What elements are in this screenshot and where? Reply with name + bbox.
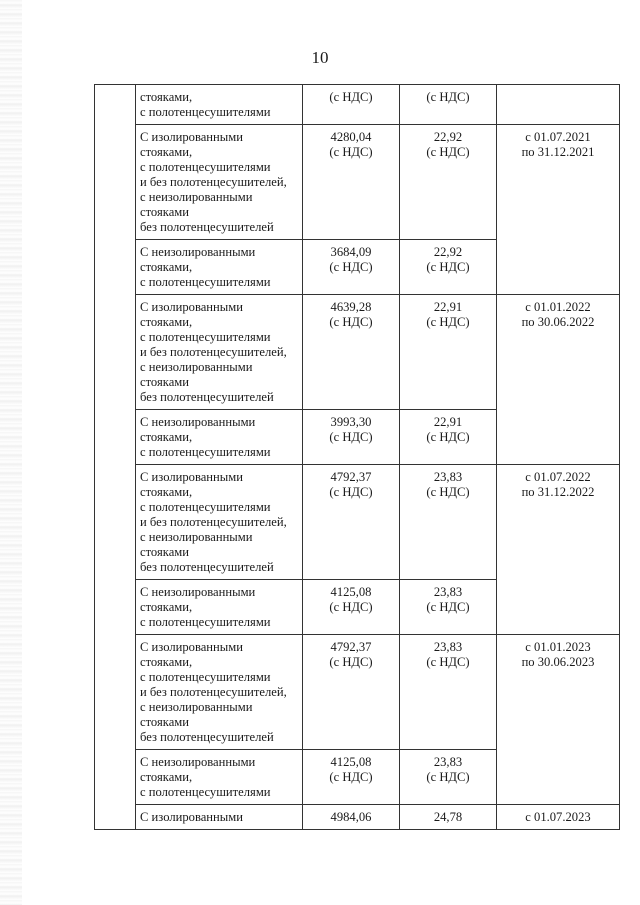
tariff-cell — [303, 125, 400, 240]
description-cell-line: стояками — [140, 545, 190, 559]
description-cell-line: стояками, — [140, 90, 193, 104]
description-cell-line: и без полотенцесушителей, — [140, 515, 287, 529]
tariff-cell-line: 3993,30 — [330, 415, 372, 429]
unit-cell-line: 22,91 — [433, 415, 463, 429]
unit-cell — [400, 750, 497, 805]
table-row — [95, 295, 620, 410]
description-cell-line: без полотенцесушителей — [140, 730, 274, 744]
description-cell — [136, 635, 303, 750]
description-cell-line: стояками, — [140, 145, 193, 159]
period-cell — [497, 465, 620, 635]
unit-cell — [400, 85, 497, 125]
period-cell — [497, 635, 620, 805]
tariff-cell — [303, 465, 400, 580]
tariff-cell-line: (с НДС) — [329, 145, 373, 159]
number-column-cell — [95, 85, 136, 830]
tariff-cell — [303, 240, 400, 295]
period-cell-line: с 01.07.2021 — [525, 130, 591, 144]
unit-cell-line: 22,92 — [433, 130, 463, 144]
description-cell-line: и без полотенцесушителей, — [140, 345, 287, 359]
description-cell-line: С изолированными — [140, 300, 243, 314]
period-cell — [497, 125, 620, 295]
description-cell-line: С неизолированными — [140, 585, 256, 599]
description-cell-line: и без полотенцесушителей, — [140, 685, 287, 699]
unit-cell-line: (с НДС) — [426, 600, 470, 614]
table-row — [95, 125, 620, 240]
description-cell-line: С неизолированными — [140, 415, 256, 429]
unit-cell-line: (с НДС) — [426, 260, 470, 274]
description-cell-line: без полотенцесушителей — [140, 560, 274, 574]
period-cell-line: по 30.06.2023 — [521, 655, 595, 669]
description-cell-line: стояками, — [140, 655, 193, 669]
description-cell-line: стояками, — [140, 770, 193, 784]
unit-cell-line: 23,83 — [433, 585, 463, 599]
period-cell-line: по 31.12.2022 — [521, 485, 595, 499]
description-cell-line: с неизолированными — [140, 190, 253, 204]
period-cell — [497, 295, 620, 465]
description-cell-line: с неизолированными — [140, 360, 253, 374]
description-cell-line: и без полотенцесушителей, — [140, 175, 287, 189]
table-row — [95, 805, 620, 830]
period-cell-line: с 01.01.2022 — [525, 300, 591, 314]
period-cell-line: по 30.06.2022 — [521, 315, 595, 329]
tariff-table-body — [95, 85, 620, 830]
description-cell-line: стояками, — [140, 430, 193, 444]
description-cell-line: С изолированными — [140, 640, 243, 654]
tariff-cell-line: (с НДС) — [329, 770, 373, 784]
tariff-cell-line: (с НДС) — [329, 430, 373, 444]
tariff-cell-line: (с НДС) — [329, 485, 373, 499]
tariff-cell — [303, 295, 400, 410]
description-cell-line: стояками, — [140, 260, 193, 274]
tariff-cell-line: 4280,04 — [330, 130, 372, 144]
description-cell — [136, 465, 303, 580]
description-cell — [136, 580, 303, 635]
tariff-cell-line: 3684,09 — [330, 245, 372, 259]
tariff-cell — [303, 805, 400, 830]
description-cell-line: с полотенцесушителями — [140, 105, 271, 119]
unit-cell — [400, 240, 497, 295]
description-cell — [136, 750, 303, 805]
unit-cell — [400, 410, 497, 465]
period-cell-line: по 31.12.2021 — [521, 145, 595, 159]
unit-cell-line: (с НДС) — [426, 430, 470, 444]
tariff-cell-line: (с НДС) — [329, 90, 373, 104]
description-cell — [136, 410, 303, 465]
unit-cell-line: (с НДС) — [426, 90, 470, 104]
description-cell-line: стояками, — [140, 600, 193, 614]
period-cell-line: с 01.01.2023 — [525, 640, 591, 654]
tariff-cell-line: (с НДС) — [329, 600, 373, 614]
description-cell-line: С изолированными — [140, 810, 243, 824]
tariff-cell — [303, 410, 400, 465]
period-cell-line: с 01.07.2022 — [525, 470, 591, 484]
description-cell — [136, 125, 303, 240]
description-cell-line: с полотенцесушителями — [140, 445, 271, 459]
description-cell — [136, 85, 303, 125]
period-cell-line: с 01.07.2023 — [525, 810, 591, 824]
period-cell — [497, 805, 620, 830]
unit-cell — [400, 580, 497, 635]
tariff-table — [94, 84, 620, 830]
tariff-cell-line: 4792,37 — [330, 640, 372, 654]
tariff-cell-line: 4125,08 — [330, 755, 372, 769]
description-cell-line: с неизолированными — [140, 530, 253, 544]
description-cell-line: с полотенцесушителями — [140, 500, 271, 514]
unit-cell-line: (с НДС) — [426, 485, 470, 499]
description-cell-line: с полотенцесушителями — [140, 275, 271, 289]
description-cell-line: без полотенцесушителей — [140, 390, 274, 404]
description-cell-line: С неизолированными — [140, 755, 256, 769]
unit-cell-line: (с НДС) — [426, 315, 470, 329]
description-cell — [136, 805, 303, 830]
tariff-cell-line: (с НДС) — [329, 260, 373, 274]
table-row — [95, 465, 620, 580]
description-cell-line: с полотенцесушителями — [140, 615, 271, 629]
scan-edge-artifact — [0, 0, 22, 905]
description-cell-line: без полотенцесушителей — [140, 220, 274, 234]
page-number: 10 — [311, 48, 329, 67]
description-cell-line: С изолированными — [140, 130, 243, 144]
table-row — [95, 85, 620, 125]
description-cell-line: с полотенцесушителями — [140, 160, 271, 174]
unit-cell-line: 22,91 — [433, 300, 463, 314]
period-cell — [497, 85, 620, 125]
unit-cell-line: (с НДС) — [426, 145, 470, 159]
tariff-cell-line: 4984,06 — [330, 810, 372, 824]
description-cell-line: стояками, — [140, 485, 193, 499]
description-cell-line: С неизолированными — [140, 245, 256, 259]
tariff-cell — [303, 635, 400, 750]
unit-cell — [400, 635, 497, 750]
description-cell-line: с полотенцесушителями — [140, 785, 271, 799]
description-cell-line: с полотенцесушителями — [140, 330, 271, 344]
unit-cell — [400, 125, 497, 240]
unit-cell-line: (с НДС) — [426, 655, 470, 669]
tariff-cell — [303, 580, 400, 635]
description-cell-line: стояками, — [140, 315, 193, 329]
unit-cell-line: 22,92 — [433, 245, 463, 259]
tariff-cell-line: (с НДС) — [329, 315, 373, 329]
tariff-cell-line: 4639,28 — [330, 300, 372, 314]
description-cell-line: стояками — [140, 205, 190, 219]
table-row — [95, 635, 620, 750]
description-cell — [136, 240, 303, 295]
description-cell-line: с неизолированными — [140, 700, 253, 714]
tariff-cell — [303, 750, 400, 805]
tariff-cell-line: 4125,08 — [330, 585, 372, 599]
unit-cell-line: 24,78 — [433, 810, 463, 824]
tariff-cell-line: (с НДС) — [329, 655, 373, 669]
description-cell-line: стояками — [140, 375, 190, 389]
description-cell-line: с полотенцесушителями — [140, 670, 271, 684]
unit-cell-line: (с НДС) — [426, 770, 470, 784]
description-cell-line: стояками — [140, 715, 190, 729]
description-cell-line: С изолированными — [140, 470, 243, 484]
unit-cell — [400, 805, 497, 830]
tariff-cell-line: 4792,37 — [330, 470, 372, 484]
description-cell — [136, 295, 303, 410]
unit-cell-line: 23,83 — [433, 470, 463, 484]
unit-cell-line: 23,83 — [433, 640, 463, 654]
unit-cell — [400, 295, 497, 410]
unit-cell-line: 23,83 — [433, 755, 463, 769]
unit-cell — [400, 465, 497, 580]
tariff-cell — [303, 85, 400, 125]
